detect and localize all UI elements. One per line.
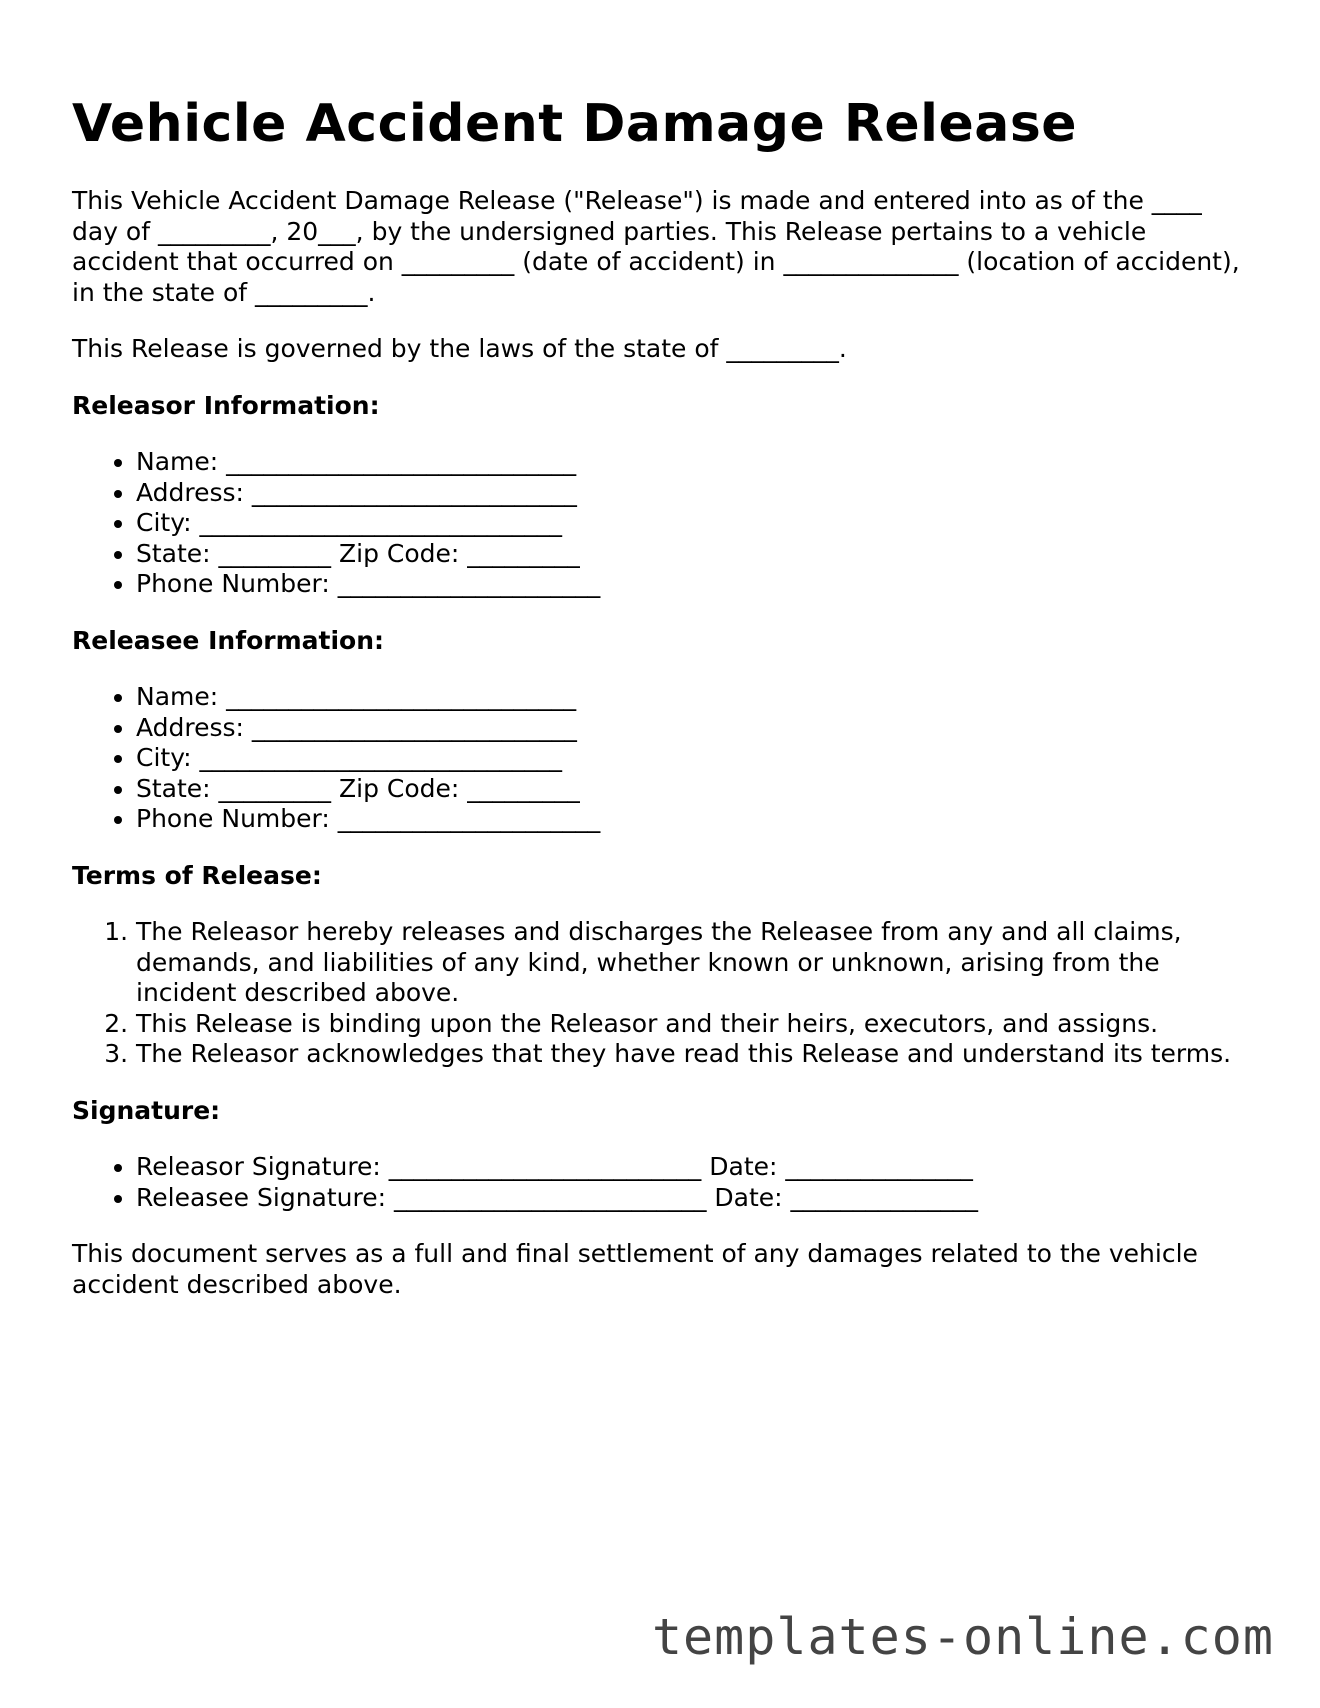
document-page — [72, 0, 1252, 1300]
releasor-address-field: • Address: __________________________ — [136, 478, 1252, 509]
watermark-text: templates-online.com — [651, 1608, 1274, 1666]
releasor-name-field: • Name: ____________________________ — [136, 447, 1252, 478]
releasee-info-list — [72, 682, 1252, 835]
releasor-info-list — [72, 447, 1252, 600]
closing-paragraph: This document serves as a full and final settlement of any damages related to the vehicle accident described above. — [72, 1239, 1198, 1299]
term-item: 1. The Releasor hereby releases and discharges the Releasee from any and all claims, demands, and liabilities of any kind, whether known or unknown, arising from the incident described above. — [136, 917, 1252, 1009]
terms-heading: Terms of Release: — [72, 860, 322, 890]
releasee-state-zip-field: • State: _________ Zip Code: _________ — [136, 774, 1252, 805]
releasor-state-zip-field: • State: _________ Zip Code: _________ — [136, 539, 1252, 570]
intro-paragraph: This Vehicle Accident Damage Release ("Release") is made and entered into as of the ____ day of _________, 20___, by the undersigned parties. This Release pertains to a vehicle accident that occurred on _________ (date of accident) in ______________ (location of accident), in the state of _________. — [72, 186, 1240, 307]
releasee-heading: Releasee Information: — [72, 625, 384, 655]
releasee-signature-line: • Releasee Signature: _________________________ Date: _______________ — [136, 1183, 1252, 1214]
term-item: 2. This Release is binding upon the Releasor and their heirs, executors, and assigns. — [136, 1009, 1252, 1040]
releasor-phone-field: • Phone Number: _____________________ — [136, 569, 1252, 600]
releasor-city-field: • City: _____________________________ — [136, 508, 1252, 539]
signature-list — [72, 1152, 1252, 1213]
releasor-heading: Releasor Information: — [72, 390, 380, 420]
document-title: Vehicle Accident Damage Release — [72, 94, 1078, 154]
releasee-address-field: • Address: __________________________ — [136, 713, 1252, 744]
governing-law-paragraph: This Release is governed by the laws of the state of _________. — [72, 334, 847, 363]
releasee-phone-field: • Phone Number: _____________________ — [136, 804, 1252, 835]
signature-heading: Signature: — [72, 1095, 221, 1125]
term-item: 3. The Releasor acknowledges that they have read this Release and understand its terms. — [136, 1039, 1252, 1070]
releasee-city-field: • City: _____________________________ — [136, 743, 1252, 774]
releasor-signature-line: • Releasor Signature: _________________________ Date: _______________ — [136, 1152, 1252, 1183]
releasee-name-field: • Name: ____________________________ — [136, 682, 1252, 713]
terms-list — [72, 917, 1252, 1070]
